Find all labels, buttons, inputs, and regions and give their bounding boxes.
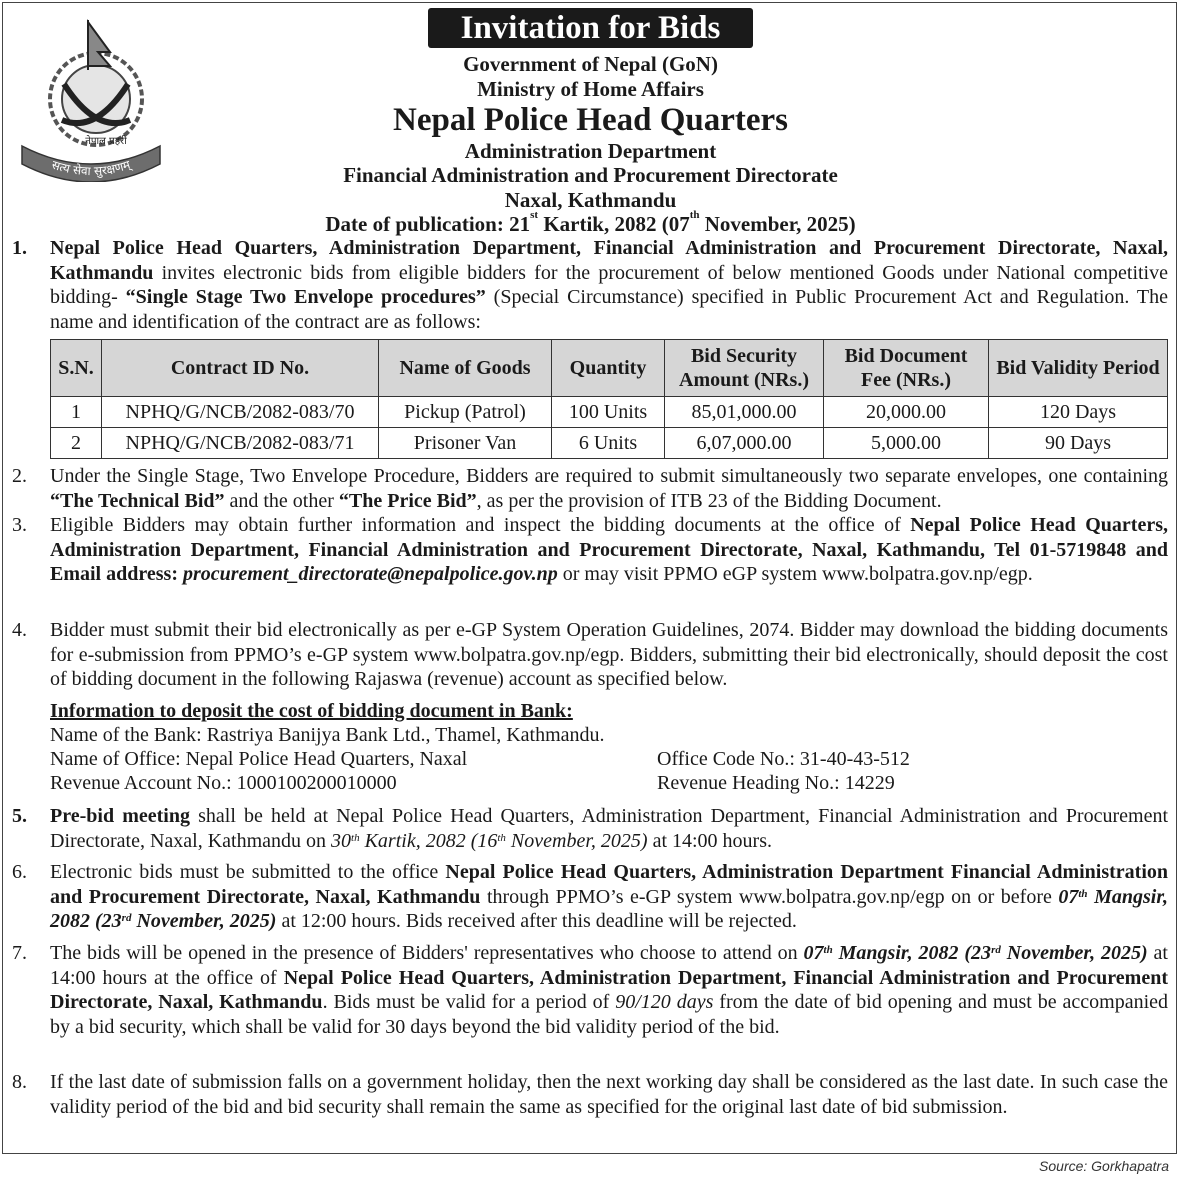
table-row bbox=[51, 428, 1168, 459]
cell-sn: 2 bbox=[51, 428, 102, 459]
cell-goods: Prisoner Van bbox=[379, 428, 552, 459]
cell-doc-fee: 20,000.00 bbox=[824, 397, 989, 428]
office-name: Name of Office: Nepal Police Head Quarters, Naxal bbox=[50, 748, 468, 770]
header-department: Administration Department bbox=[464, 139, 717, 163]
clause-3: 3. Eligible Bidders may obtain further information and inspect the bidding documents at the office of Nepal Police Head Quarters, Administration Department, Financial Administration and Procurement Directorate, Naxal, Kathmandu, Tel 01-5719848 and Email address: procurement_directorate@nepalpolice.gov.np or may visit PPMO eGP system www.bolpatra.gov.np/egp. bbox=[12, 514, 1168, 586]
col-goods: Name of Goods bbox=[379, 340, 552, 397]
publication-date: Date of publication: 21st Kartik, 2082 (07th November, 2025) bbox=[325, 209, 856, 236]
col-contract-id: Contract ID No. bbox=[102, 340, 379, 397]
clause-5: 5. Pre-bid meeting shall be held at Nepal Police Head Quarters, Administration Department, Financial Administration and Procurement Directorate, Naxal, Kathmandu on 30th Kartik, 2082 (16th November, 2025) at 14:00 hours. bbox=[12, 805, 1169, 852]
cell-doc-fee: 5,000.00 bbox=[824, 428, 989, 459]
table-header-row bbox=[51, 340, 1168, 397]
revenue-account: Revenue Account No.: 1000100200010000 bbox=[50, 772, 397, 794]
cell-goods: Pickup (Patrol) bbox=[379, 397, 552, 428]
clause-2: 2. Under the Single Stage, Two Envelope Procedure, Bidders are required to submit simultaneously two separate envelopes, one containing “The Technical Bid” and the other “The Price Bid”, as per the provision of ITB 23 of the Bidding Document. bbox=[12, 465, 1168, 512]
header-location: Naxal, Kathmandu bbox=[504, 188, 677, 212]
table-row bbox=[51, 397, 1168, 428]
clause-7: 7. The bids will be opened in the presence of Bidders' representatives who choose to attend on 07th Mangsir, 2082 (23rd November, 2025) at 14:00 hours at the office of Nepal Police Head Quarters, Administration Department, Financial Administration and Procurement Directorate, Naxal, Kathmandu. Bids must be valid for a period of 90/120 days from the date of bid opening and must be accompanied by a bid security, which shall be valid for 30 days beyond the bid validity period of the bid. bbox=[12, 942, 1169, 1038]
clause-4: 4. Bidder must submit their bid electronically as per e-GP System Operation Guidelines, 2074. Bidder may download the bidding documents for e-submission from PPMO’s e-GP system www.bolpatra.gov.np/egp. Bidders, submitting their bid electronically, should deposit the cost of bidding document in the following Rajaswa (revenue) account as specified below. bbox=[12, 619, 1168, 691]
col-doc-fee: Bid Document Fee (NRs.) bbox=[824, 340, 989, 397]
email-address: procurement_directorate@nepalpolice.gov.np bbox=[182, 563, 558, 586]
cell-validity: 120 Days bbox=[989, 397, 1168, 428]
cell-quantity: 6 Units bbox=[552, 428, 665, 459]
header-directorate: Financial Administration and Procurement Directorate bbox=[343, 163, 838, 187]
cell-contract-id: NPHQ/G/NCB/2082-083/70 bbox=[102, 397, 379, 428]
ribbon-motto: सत्य सेवा सुरक्षणम् bbox=[50, 157, 132, 179]
bank-name: Name of the Bank: Rastriya Banijya Bank Ltd., Thamel, Kathmandu. bbox=[50, 724, 605, 746]
cell-bid-security: 6,07,000.00 bbox=[665, 428, 824, 459]
office-code: Office Code No.: 31-40-43-512 bbox=[657, 748, 910, 770]
source-credit: Source: Gorkhapatra bbox=[1039, 1158, 1169, 1174]
invitation-banner: Invitation for Bids bbox=[428, 8, 753, 48]
cell-validity: 90 Days bbox=[989, 428, 1168, 459]
col-sn: S.N. bbox=[51, 340, 102, 397]
cell-quantity: 100 Units bbox=[552, 397, 665, 428]
clause-1: 1. Nepal Police Head Quarters, Administration Department, Financial Administration and Procurement Directorate, Naxal, Kathmandu invites electronic bids from eligible bidders for the procurement of below mentioned Goods under National competitive bidding- “Single Stage Two Envelope procedures” (Special Circumstance) specified in Public Procurement Act and Regulation. The name and identification of the contract are as follows: bbox=[12, 237, 1169, 333]
clause-6: 6. Electronic bids must be submitted to the office Nepal Police Head Quarters, Administration Department Financial Administration and Procurement Directorate, Naxal, Kathmandu through PPMO’s e-GP system www.bolpatra.gov.np/egp on or before 07th Mangsir, 2082 (23rd November, 2025) at 12:00 hours. Bids received after this deadline will be rejected. bbox=[12, 861, 1168, 933]
bank-info-title: Information to deposit the cost of bidding document in Bank: bbox=[50, 700, 573, 722]
ribbon-title: नेपाल प्रहरी bbox=[85, 136, 127, 147]
col-quantity: Quantity bbox=[552, 340, 665, 397]
revenue-heading: Revenue Heading No.: 14229 bbox=[657, 772, 895, 794]
col-bid-security: Bid Security Amount (NRs.) bbox=[665, 340, 824, 397]
header-ministry: Ministry of Home Affairs bbox=[477, 77, 704, 101]
cell-sn: 1 bbox=[51, 397, 102, 428]
cell-bid-security: 85,01,000.00 bbox=[665, 397, 824, 428]
cell-contract-id: NPHQ/G/NCB/2082-083/71 bbox=[102, 428, 379, 459]
clause-8: 8. If the last date of submission falls on a government holiday, then the next working day shall be considered as the last date. In such case the validity period of the bid and bid security shall remain the same as specified for the original last date of bid submission. bbox=[12, 1071, 1168, 1118]
col-validity: Bid Validity Period bbox=[989, 340, 1168, 397]
contract-table bbox=[50, 339, 1168, 459]
header-organization: Nepal Police Head Quarters bbox=[392, 102, 788, 138]
header-government: Government of Nepal (GoN) bbox=[463, 52, 718, 76]
